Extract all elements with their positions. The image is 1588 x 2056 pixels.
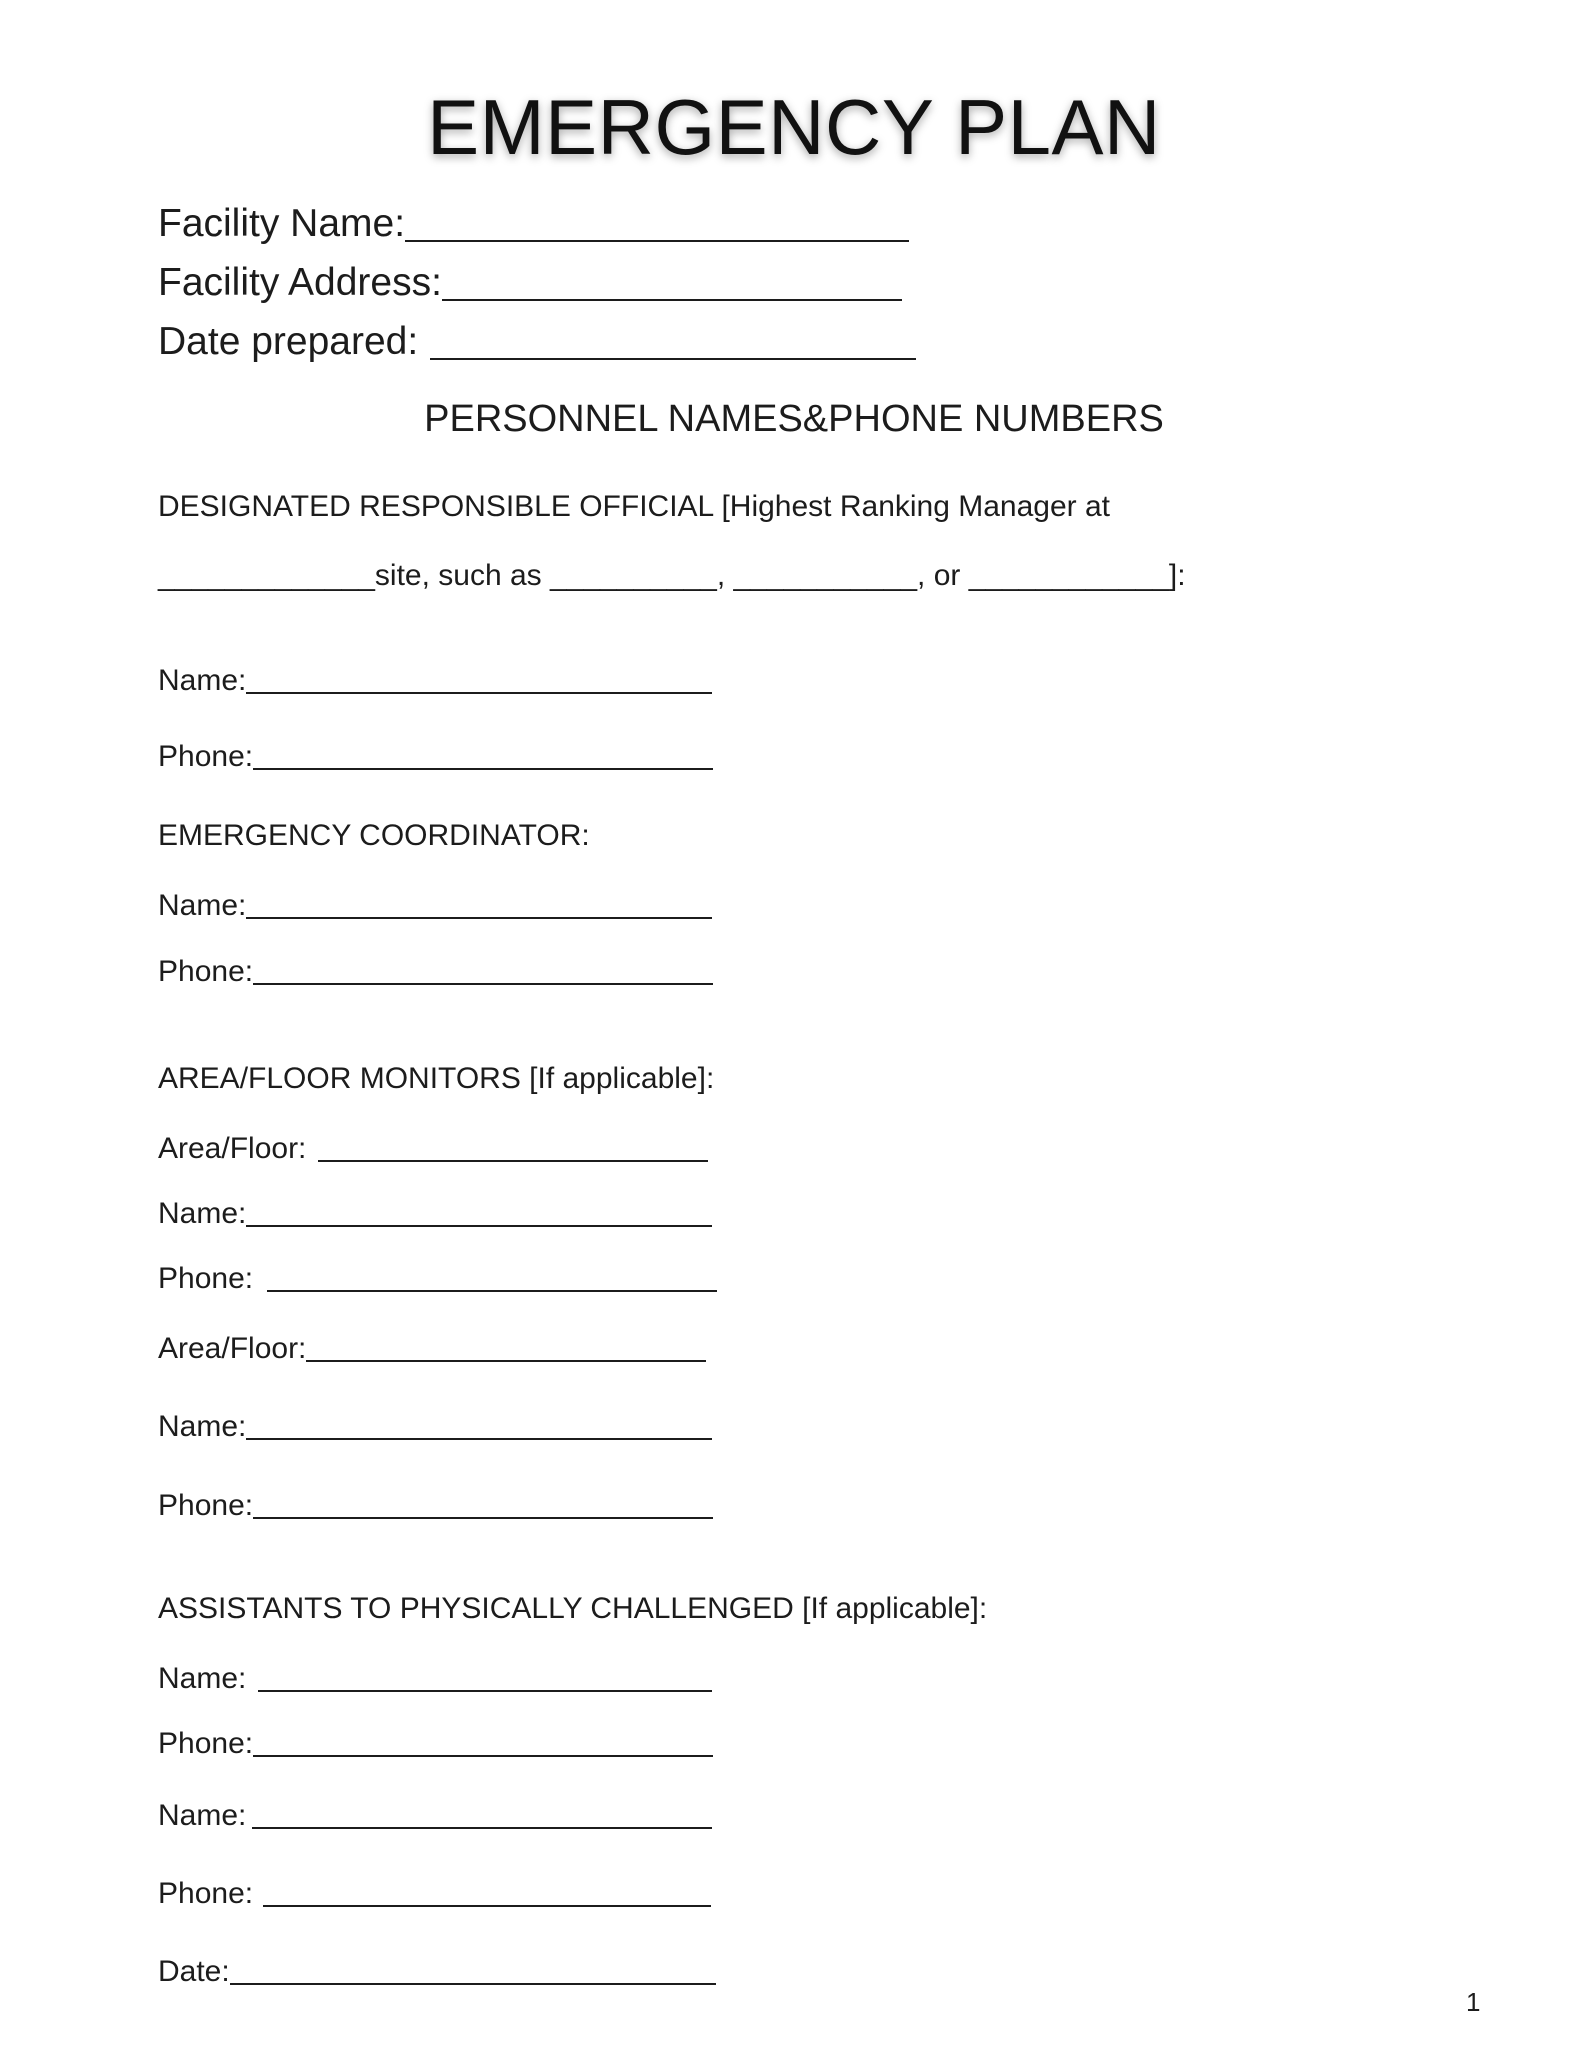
coordinator-phone-row: [158, 955, 713, 989]
monitor1-name-row: [158, 1197, 712, 1231]
coordinator-heading: EMERGENCY COORDINATOR:: [158, 819, 590, 852]
facility-address-label: Facility Address:: [158, 261, 442, 304]
assistant1-name-field[interactable]: [258, 1690, 712, 1692]
monitor2-phone-field[interactable]: [253, 1517, 713, 1519]
official-phone-field[interactable]: [253, 768, 713, 770]
coordinator-name-label: Name:: [158, 889, 247, 922]
assistant-date-row: [158, 1955, 716, 1989]
assistant1-name-row: [158, 1662, 712, 1696]
assistant1-phone-field[interactable]: [253, 1755, 713, 1757]
assistant2-name-label: Name:: [158, 1799, 247, 1832]
assistant2-phone-row: [158, 1877, 711, 1911]
monitors-heading: AREA/FLOOR MONITORS [If applicable]:: [158, 1062, 715, 1095]
assistant1-phone-label: Phone:: [158, 1727, 254, 1760]
page-number: 1: [1466, 1987, 1481, 2017]
facility-name-row: [158, 202, 909, 246]
facility-address-row: [158, 261, 902, 305]
facility-address-field[interactable]: [442, 299, 902, 301]
date-prepared-label: Date prepared:: [158, 320, 419, 363]
assistant1-phone-row: [158, 1727, 713, 1761]
assistant2-name-field[interactable]: [252, 1827, 712, 1829]
designated-official-site-line: _____________site, such as __________, ___________, or ____________]:: [158, 559, 1186, 592]
page-title: EMERGENCY PLAN: [427, 83, 1161, 171]
official-phone-row: [158, 740, 713, 774]
monitor2-area-field[interactable]: [306, 1360, 706, 1362]
monitor2-phone-label: Phone:: [158, 1489, 254, 1522]
coordinator-name-row: [158, 889, 712, 923]
monitor2-name-field[interactable]: [246, 1438, 712, 1440]
monitor1-phone-field[interactable]: [267, 1290, 717, 1292]
assistant-date-label: Date:: [158, 1955, 230, 1988]
monitor2-phone-row: [158, 1489, 713, 1523]
coordinator-phone-field[interactable]: [253, 983, 713, 985]
monitor2-area-row: [158, 1332, 706, 1366]
official-name-row: [158, 664, 712, 698]
assistant2-phone-field[interactable]: [263, 1905, 711, 1907]
coordinator-name-field[interactable]: [246, 917, 712, 919]
assistant1-name-label: Name:: [158, 1662, 247, 1695]
monitor2-name-row: [158, 1410, 712, 1444]
monitor1-name-field[interactable]: [246, 1225, 712, 1227]
monitor1-phone-row: [158, 1262, 717, 1296]
date-prepared-row: [158, 320, 916, 364]
assistant2-name-row: [158, 1799, 712, 1833]
monitor1-phone-label: Phone:: [158, 1262, 254, 1295]
section-subtitle: PERSONNEL NAMES&PHONE NUMBERS: [424, 398, 1164, 440]
monitor1-area-field[interactable]: [318, 1160, 708, 1162]
official-name-field[interactable]: [246, 692, 712, 694]
date-prepared-field[interactable]: [430, 358, 916, 360]
assistant2-phone-label: Phone:: [158, 1877, 254, 1910]
monitor2-name-label: Name:: [158, 1410, 247, 1443]
official-phone-label: Phone:: [158, 740, 254, 773]
assistants-heading: ASSISTANTS TO PHYSICALLY CHALLENGED [If applicable]:: [158, 1592, 988, 1625]
coordinator-phone-label: Phone:: [158, 955, 254, 988]
monitor1-area-row: [158, 1132, 708, 1166]
monitor2-area-label: Area/Floor:: [158, 1332, 307, 1365]
official-name-label: Name:: [158, 664, 247, 697]
designated-official-heading: DESIGNATED RESPONSIBLE OFFICIAL [Highest Ranking Manager at: [158, 490, 1111, 523]
facility-name-field[interactable]: [405, 240, 909, 242]
monitor1-name-label: Name:: [158, 1197, 247, 1230]
monitor1-area-label: Area/Floor:: [158, 1132, 307, 1165]
facility-name-label: Facility Name:: [158, 202, 406, 245]
assistant-date-field[interactable]: [230, 1983, 716, 1985]
